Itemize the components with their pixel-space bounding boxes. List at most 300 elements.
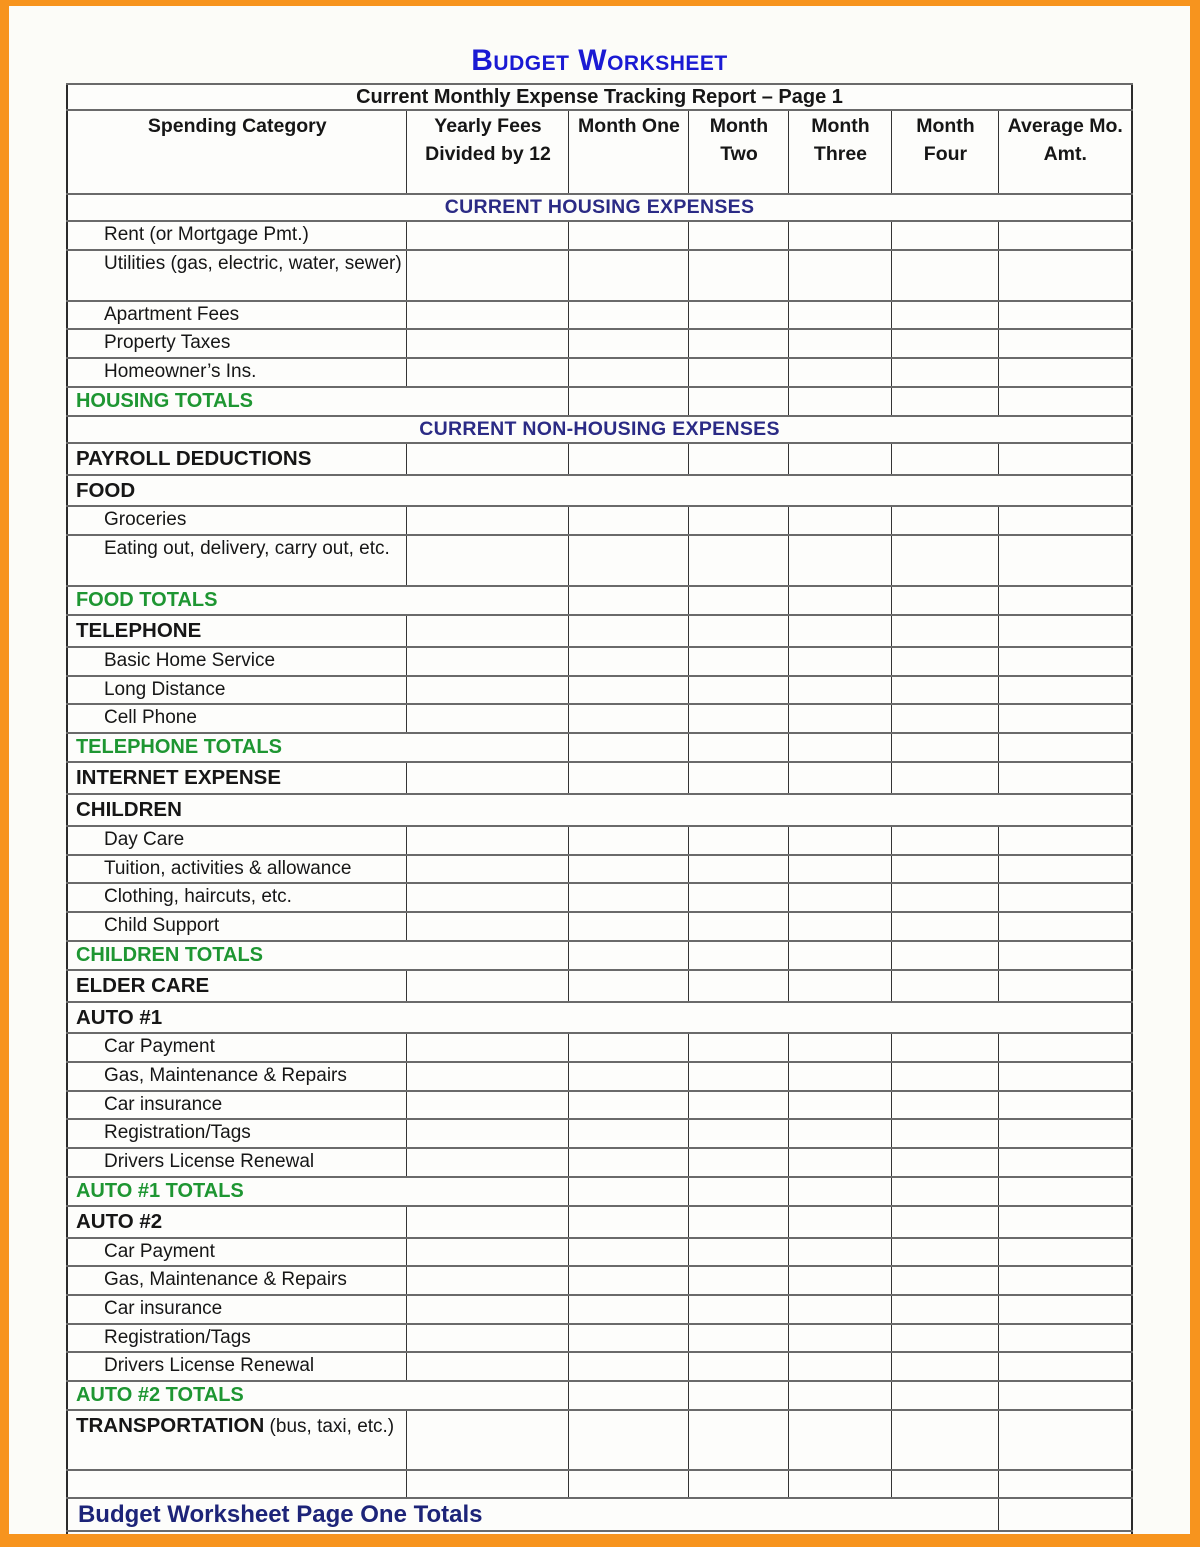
table-row [67,1381,1132,1410]
amount-cell [789,733,892,762]
amount-cell [689,387,789,416]
amount-cell [892,1470,999,1498]
amount-cell [689,1381,789,1410]
amount-cell [892,1091,999,1120]
amount-cell [689,970,789,1002]
amount-cell [569,221,689,250]
amount-cell [892,733,999,762]
amount-cell [689,221,789,250]
amount-cell [892,250,999,301]
amount-cell [892,358,999,387]
amount-cell [689,615,789,647]
category-label [67,1206,407,1238]
amount-cell [999,1238,1132,1267]
amount-cell [407,704,569,733]
amount-cell [689,1352,789,1381]
amount-cell [689,301,789,330]
amount-cell [789,535,892,586]
category-label [67,1410,407,1470]
table-row [67,387,1132,416]
amount-cell [789,387,892,416]
amount-cell [569,1238,689,1267]
amount-cell [999,676,1132,705]
amount-cell [689,1091,789,1120]
amount-cell [569,1295,689,1324]
amount-cell [689,329,789,358]
amount-cell [999,1091,1132,1120]
column-header: Yearly Fees Divided by 12 [407,110,569,194]
table-row [67,1148,1132,1177]
amount-cell [892,1238,999,1267]
amount-cell [789,1206,892,1238]
amount-cell [789,1033,892,1062]
amount-cell [407,1238,569,1267]
totals-label: TELEPHONE TOTALS [67,733,569,762]
amount-cell [789,1352,892,1381]
table-row [67,1238,1132,1267]
amount-cell [569,826,689,855]
amount-cell [892,535,999,586]
group-label: TRANSPORTATION [75,1414,265,1438]
amount-cell [569,301,689,330]
amount-cell [999,883,1132,912]
amount-cell [789,762,892,794]
amount-cell [999,941,1132,970]
amount-cell [999,1295,1132,1324]
amount-cell [407,221,569,250]
amount-cell [407,855,569,884]
amount-cell [689,358,789,387]
column-header: Month Four [892,110,999,194]
amount-cell [569,647,689,676]
amount-cell [999,387,1132,416]
amount-cell [407,506,569,535]
amount-cell [892,941,999,970]
amount-cell [892,301,999,330]
table-row [67,615,1132,647]
amount-cell [689,586,789,615]
table-row [67,1033,1132,1062]
category-label [67,443,407,475]
amount-cell [999,647,1132,676]
amount-cell [569,883,689,912]
amount-cell [407,826,569,855]
table-row [67,970,1132,1002]
amount-cell [569,1470,689,1498]
amount-cell [407,676,569,705]
table-row [67,1295,1132,1324]
table-row [67,676,1132,705]
amount-cell [789,221,892,250]
amount-cell [569,970,689,1002]
amount-cell [789,883,892,912]
category-label [67,970,407,1002]
category-label: Child Support [67,912,407,941]
table-row [67,1410,1132,1470]
column-header: Spending Category [67,110,407,194]
amount-cell [892,855,999,884]
amount-cell [999,301,1132,330]
amount-cell [569,329,689,358]
amount-cell [892,676,999,705]
amount-cell [407,1470,569,1498]
table-row [67,704,1132,733]
category-label: Day Care [67,826,407,855]
table-row [67,506,1132,535]
amount-cell [407,883,569,912]
amount-cell [892,1324,999,1353]
table-row [67,1531,1132,1547]
amount-cell [407,1295,569,1324]
amount-cell [999,762,1132,794]
amount-cell [789,1324,892,1353]
amount-cell [689,733,789,762]
category-label: Cell Phone [67,704,407,733]
amount-cell [999,586,1132,615]
amount-cell [569,535,689,586]
table-row [67,301,1132,330]
amount-cell [407,1324,569,1353]
amount-cell [407,1410,569,1470]
amount-cell [569,1177,689,1206]
amount-cell [892,912,999,941]
table-row [67,194,1132,221]
amount-cell [892,1119,999,1148]
amount-cell [407,301,569,330]
amount-cell [892,647,999,676]
amount-cell [789,941,892,970]
table-row [67,1177,1132,1206]
amount-cell [689,1266,789,1295]
amount-cell [569,941,689,970]
amount-cell [999,826,1132,855]
amount-cell [892,1177,999,1206]
table-row [67,84,1132,110]
table-row [67,1002,1132,1034]
amount-cell [689,1324,789,1353]
group-label-suffix: (bus, taxi, etc.) [264,1416,395,1438]
amount-cell [892,586,999,615]
category-label: Groceries [67,506,407,535]
group-label: FOOD [67,475,1132,507]
amount-cell [689,1238,789,1267]
table-row [67,733,1132,762]
table-row [67,1498,1132,1531]
amount-cell [689,1148,789,1177]
amount-cell [789,301,892,330]
amount-cell [569,1206,689,1238]
section-header: CURRENT HOUSING EXPENSES [67,194,1132,221]
amount-cell [569,250,689,301]
amount-cell [569,1352,689,1381]
category-label: Registration/Tags [67,1324,407,1353]
amount-cell [789,826,892,855]
amount-cell [892,329,999,358]
amount-cell [689,855,789,884]
amount-cell [569,676,689,705]
amount-cell [689,250,789,301]
amount-cell [999,1352,1132,1381]
amount-cell [892,1148,999,1177]
amount-cell [407,1148,569,1177]
category-label: Rent (or Mortgage Pmt.) [67,221,407,250]
amount-cell [407,535,569,586]
amount-cell [789,586,892,615]
category-label: Long Distance [67,676,407,705]
blank-row-cell [67,1531,1132,1547]
totals-label: AUTO #2 TOTALS [67,1381,569,1410]
section-header: CURRENT NON-HOUSING EXPENSES [67,416,1132,443]
amount-cell [689,1410,789,1470]
amount-cell [569,443,689,475]
amount-cell [689,1062,789,1091]
amount-cell [689,443,789,475]
amount-cell [789,704,892,733]
amount-cell [569,733,689,762]
amount-cell [999,1177,1132,1206]
amount-cell [999,358,1132,387]
group-label: ELDER CARE [75,973,210,997]
amount-cell [569,762,689,794]
table-row [67,826,1132,855]
amount-cell [789,1266,892,1295]
amount-cell [999,1062,1132,1091]
amount-cell [689,676,789,705]
amount-cell [892,1352,999,1381]
amount-cell [789,1177,892,1206]
category-label: Eating out, delivery, carry out, etc. [67,535,407,586]
page-totals-label: Budget Worksheet Page One Totals [67,1498,999,1531]
amount-cell [892,1295,999,1324]
amount-cell [407,647,569,676]
amount-cell [999,855,1132,884]
table-row [67,110,1132,194]
column-header: Average Mo. Amt. [999,110,1132,194]
category-label: Gas, Maintenance & Repairs [67,1266,407,1295]
amount-cell [407,1206,569,1238]
amount-cell [407,1119,569,1148]
amount-cell [789,1410,892,1470]
table-row [67,1062,1132,1091]
amount-cell [999,704,1132,733]
category-label: Drivers License Renewal [67,1352,407,1381]
amount-cell [789,1091,892,1120]
amount-cell [999,1033,1132,1062]
category-label: Basic Home Service [67,647,407,676]
amount-cell [569,1033,689,1062]
totals-label: HOUSING TOTALS [67,387,569,416]
amount-cell [407,970,569,1002]
category-label: Car Payment [67,1238,407,1267]
table-row [67,1091,1132,1120]
group-label: AUTO #1 [67,1002,1132,1034]
amount-cell [999,329,1132,358]
amount-cell [999,1148,1132,1177]
amount-cell [999,443,1132,475]
column-header: Month One [569,110,689,194]
amount-cell [569,1266,689,1295]
amount-cell [689,941,789,970]
amount-cell [789,1238,892,1267]
amount-cell [999,1266,1132,1295]
amount-cell [407,1062,569,1091]
amount-cell [689,762,789,794]
amount-cell [689,1206,789,1238]
page-title: Budget Worksheet [471,44,728,77]
table-row [67,855,1132,884]
amount-cell [789,1119,892,1148]
amount-cell [569,506,689,535]
amount-cell [569,358,689,387]
amount-cell [689,1177,789,1206]
amount-cell [789,1148,892,1177]
amount-cell [689,535,789,586]
amount-cell [407,1352,569,1381]
amount-cell [892,221,999,250]
table-row [67,329,1132,358]
amount-cell [789,1295,892,1324]
table-row [67,912,1132,941]
amount-cell [789,329,892,358]
amount-cell [892,1033,999,1062]
amount-cell [407,443,569,475]
amount-cell [892,615,999,647]
table-row [67,221,1132,250]
table-row [67,647,1132,676]
amount-cell [789,506,892,535]
amount-cell [789,1381,892,1410]
amount-cell [569,912,689,941]
table-row [67,1470,1132,1498]
table-row [67,586,1132,615]
category-label: Homeowner’s Ins. [67,358,407,387]
table-row [67,941,1132,970]
amount-cell [407,1033,569,1062]
column-header: Month Three [789,110,892,194]
amount-cell [689,883,789,912]
amount-cell [689,647,789,676]
amount-cell [892,1266,999,1295]
category-label: Property Taxes [67,329,407,358]
amount-cell [569,1148,689,1177]
amount-cell [892,970,999,1002]
amount-cell [999,1324,1132,1353]
totals-label: AUTO #1 TOTALS [67,1177,569,1206]
table-row [67,883,1132,912]
amount-cell [569,855,689,884]
category-label: Clothing, haircuts, etc. [67,883,407,912]
table-row [67,416,1132,443]
table-row [67,535,1132,586]
amount-cell [892,704,999,733]
amount-cell [407,1091,569,1120]
table-row [67,475,1132,507]
amount-cell [569,1410,689,1470]
amount-cell [999,615,1132,647]
table-row [67,1119,1132,1148]
amount-cell [999,1410,1132,1470]
amount-cell [892,443,999,475]
amount-cell [789,855,892,884]
amount-cell [999,535,1132,586]
amount-cell [407,329,569,358]
table-row [67,794,1132,826]
amount-cell [892,506,999,535]
table-row [67,762,1132,794]
amount-cell [892,1410,999,1470]
amount-cell [689,912,789,941]
category-label: Apartment Fees [67,301,407,330]
amount-cell [892,826,999,855]
amount-cell [569,1091,689,1120]
amount-cell [789,1062,892,1091]
category-label: Drivers License Renewal [67,1148,407,1177]
amount-cell [892,1062,999,1091]
totals-label: FOOD TOTALS [67,586,569,615]
amount-cell [999,506,1132,535]
table-row [67,358,1132,387]
category-label: Tuition, activities & allowance [67,855,407,884]
category-label: Car insurance [67,1091,407,1120]
budget-table [66,83,1133,1547]
category-label [67,762,407,794]
amount-cell [789,615,892,647]
amount-cell [407,1266,569,1295]
amount-cell [407,615,569,647]
table-row [67,250,1132,301]
amount-cell [999,1381,1132,1410]
amount-cell [999,250,1132,301]
amount-cell [789,647,892,676]
amount-cell [789,970,892,1002]
amount-cell [569,704,689,733]
amount-cell [892,387,999,416]
amount-cell [789,358,892,387]
amount-cell [689,826,789,855]
amount-cell [892,762,999,794]
report-title: Current Monthly Expense Tracking Report – Page 1 [67,84,1132,110]
table-row [67,443,1132,475]
amount-cell [689,506,789,535]
amount-cell [999,1206,1132,1238]
category-label: Car insurance [67,1295,407,1324]
group-label: CHILDREN [67,794,1132,826]
category-label: Registration/Tags [67,1119,407,1148]
group-label: PAYROLL DEDUCTIONS [75,446,312,470]
amount-cell [999,970,1132,1002]
amount-cell [789,1470,892,1498]
amount-cell [892,883,999,912]
amount-cell [689,1033,789,1062]
amount-cell [999,1119,1132,1148]
amount-cell [569,1381,689,1410]
amount-cell [999,733,1132,762]
amount-cell [689,1470,789,1498]
group-label: TELEPHONE [75,619,202,643]
amount-cell [892,1381,999,1410]
amount-cell [789,250,892,301]
category-label: Car Payment [67,1033,407,1062]
amount-cell [689,1295,789,1324]
category-label [67,615,407,647]
column-header: Month Two [689,110,789,194]
amount-cell [789,443,892,475]
amount-cell [999,221,1132,250]
totals-label: CHILDREN TOTALS [67,941,569,970]
group-label: INTERNET EXPENSE [75,766,282,790]
amount-cell [569,615,689,647]
table-row [67,1352,1132,1381]
